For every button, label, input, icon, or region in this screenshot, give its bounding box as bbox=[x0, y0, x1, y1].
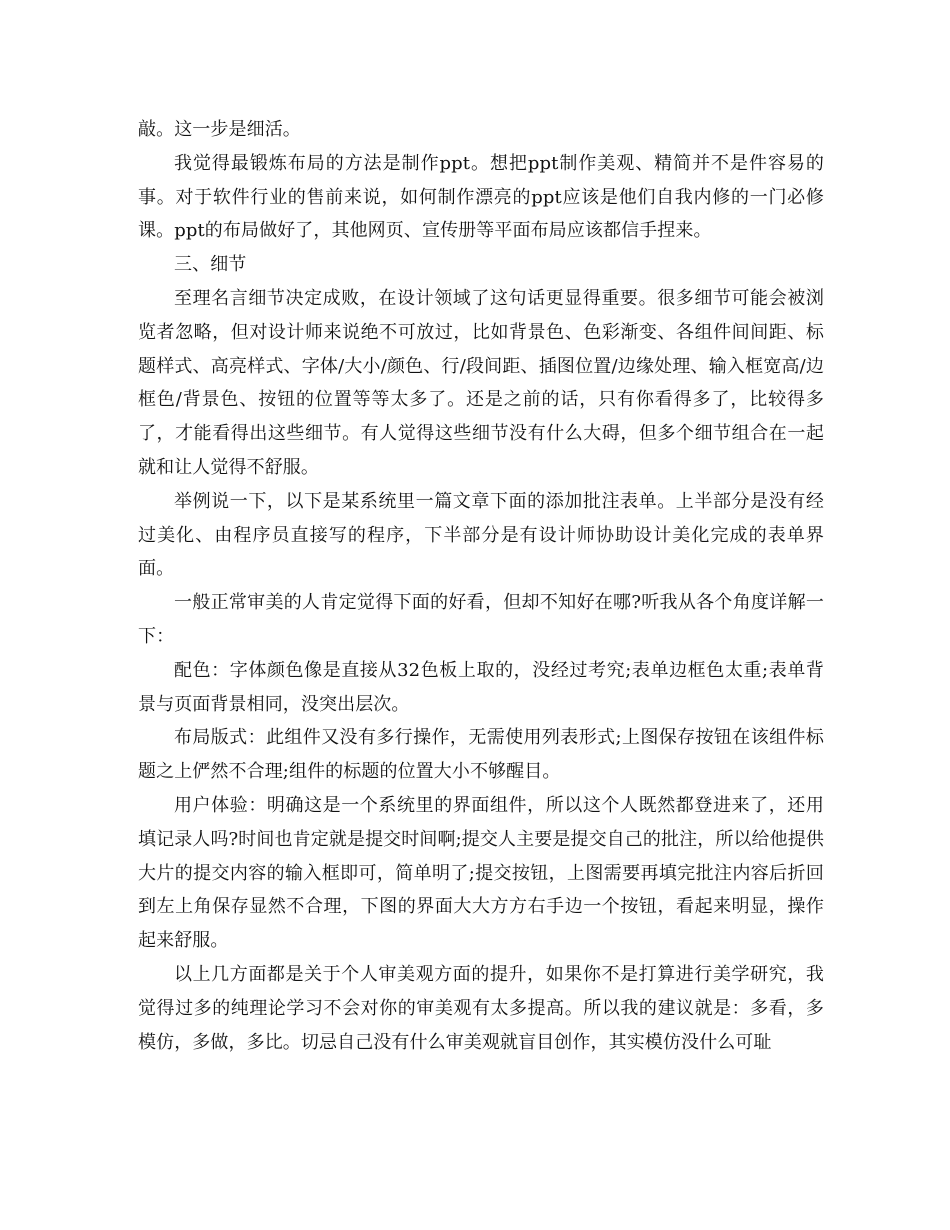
document-body bbox=[138, 113, 824, 1059]
section-heading-details: 三、细节 bbox=[174, 254, 247, 276]
paragraph-layout: 布局版式：此组件又没有多行操作，无需使用列表形式;上图保存按钮在该组件标题之上俨然不合理;组件的标题的位置大小不够醒目。 bbox=[138, 727, 824, 783]
paragraph-1: 敲。这一步是细活。 bbox=[138, 119, 301, 140]
paragraph-color-scheme: 配色：字体颜色像是直接从32色板上取的，没经过考究;表单边框色太重;表单背景与页面背景相同，没突出层次。 bbox=[138, 659, 824, 715]
paragraph-10: 以上几方面都是关于个人审美观方面的提升，如果你不是打算进行美学研究，我觉得过多的纯理论学习不会对你的审美观有太多提高。所以我的建议就是：多看，多模仿，多做，多比。切忌自己没有什么审美观就盲目创作，其实模仿没什么可耻 bbox=[138, 963, 824, 1053]
paragraph-5: 举例说一下，以下是某系统里一篇文章下面的添加批注表单。上半部分是没有经过美化、由程序员直接写的程序，下半部分是有设计师协助设计美化完成的表单界面。 bbox=[138, 490, 824, 580]
paragraph-user-experience: 用户体验：明确这是一个系统里的界面组件，所以这个人既然都登进来了，还用填记录人吗?时间也肯定就是提交时间啊;提交人主要是提交自己的批注，所以给他提供大片的提交内容的输入框即可，简单明了;提交按钮，上图需要再填完批注内容后折回到左上角保存显然不合理，下图的界面大大方方右手边一个按钮，看起来明显，操作起来舒服。 bbox=[138, 794, 824, 952]
paragraph-2: 我觉得最锻炼布局的方法是制作ppt。想把ppt制作美观、精简并不是件容易的事。对于软件行业的售前来说，如何制作漂亮的ppt应该是他们自我内修的一门必修课。ppt的布局做好了，其他网页、宣传册等平面布局应该都信手捏来。 bbox=[138, 152, 824, 242]
paragraph-6: 一般正常审美的人肯定觉得下面的好看，但却不知好在哪?听我从各个角度详解一下： bbox=[138, 592, 824, 647]
paragraph-4: 至理名言细节决定成败，在设计领域了这句话更显得重要。很多细节可能会被浏览者忽略，但对设计师来说绝不可放过，比如背景色、色彩渐变、各组件间间距、标题样式、高亮样式、字体/大小/颜色、行/段间距、插图位置/边缘处理、输入框宽高/边框色/背景色、按钮的位置等等太多了。还是之前的话，只有你看得多了，比较得多了，才能看得出这些细节。有人觉得这些细节没有什么大碍，但多个细节组合在一起就和让人觉得不舒服。 bbox=[138, 287, 824, 478]
